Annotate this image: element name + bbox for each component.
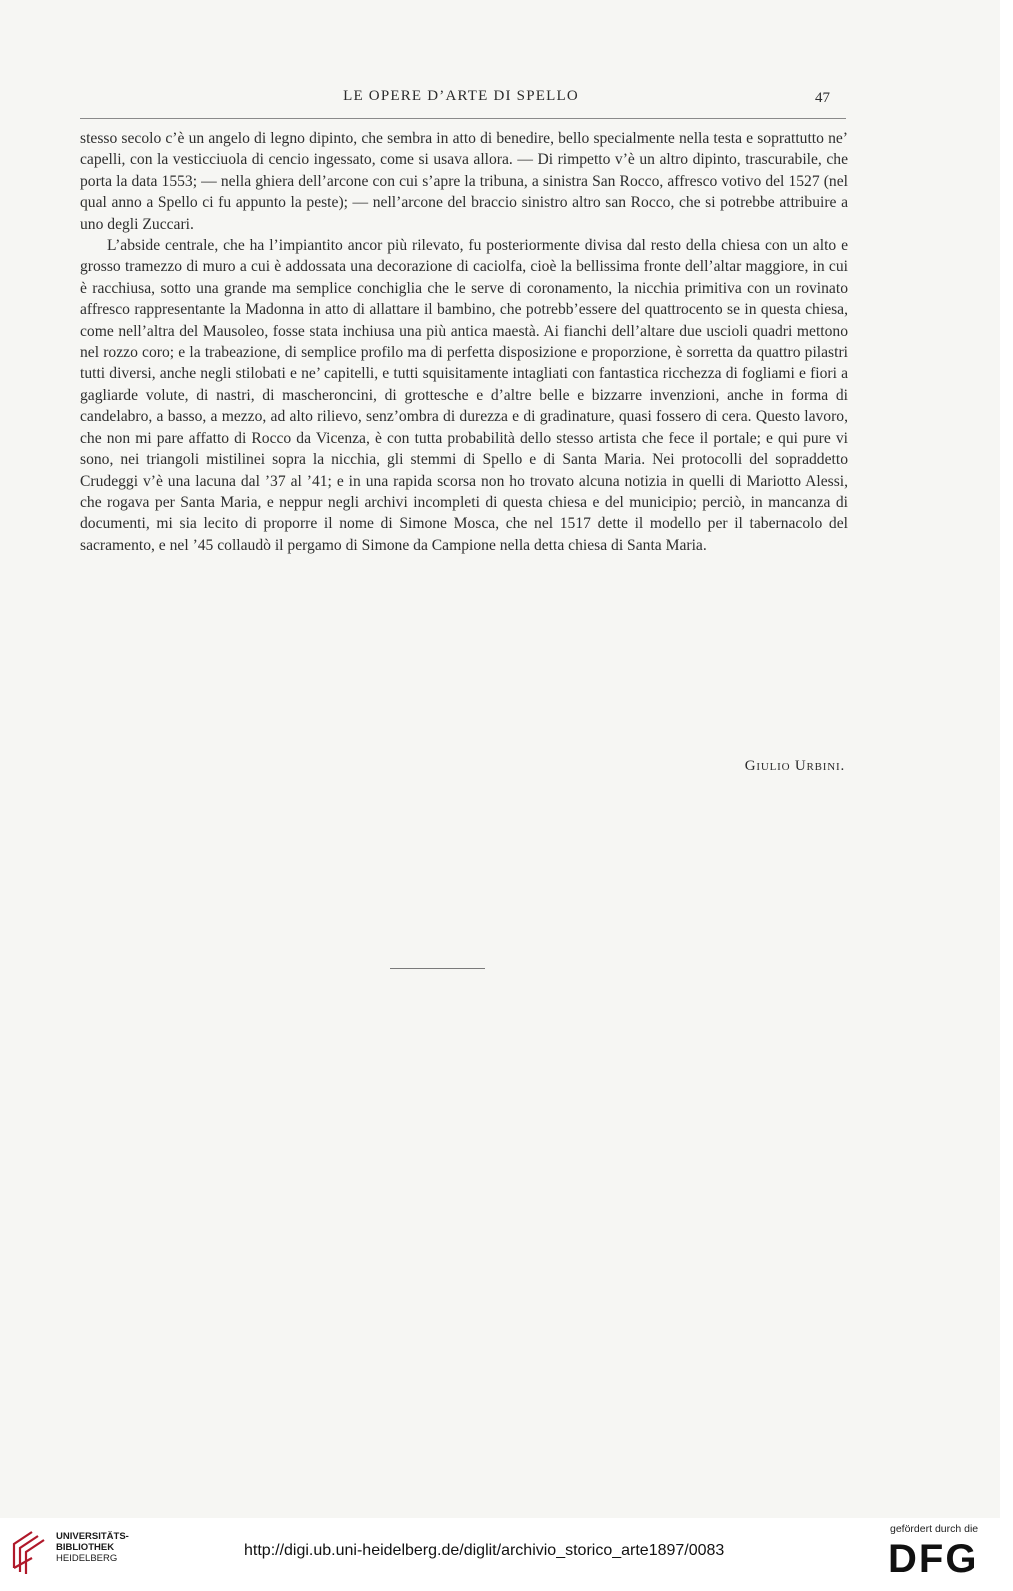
library-name-line-1: UNIVERSITÄTS- xyxy=(56,1531,129,1542)
permalink-url[interactable]: http://digi.ub.uni-heidelberg.de/diglit/archivio_storico_arte1897/0083 xyxy=(244,1542,725,1559)
header-rule xyxy=(80,118,846,119)
running-header-title: LE OPERE D’ARTE DI SPELLO xyxy=(343,88,579,104)
university-library-logo-icon xyxy=(10,1528,50,1576)
dfg-logo: DFG xyxy=(888,1537,979,1581)
paragraph-1: stesso secolo c’è un angelo di legno dipinto, che sembra in atto di benedire, bello specialmente nella testa e soprattutto ne’ capelli, con la vesticciuola di cencio ingessato, come si usava allora. — Di rimpetto v’è un altro dipinto, trascurabile, che porta la data 1553; — nella ghiera dell’arcone con cui s’apre la tribuna, a sinistra San Rocco, affresco votivo del 1527 (nel qual anno a Spello ci fu appunto la peste); — nell’arcone del braccio sinistro altro san Rocco, che si potrebbe attribuire a uno degli Zuccari. xyxy=(80,130,848,233)
library-name-line-3: HEIDELBERG xyxy=(56,1553,118,1564)
author-signature: Giulio Urbini. xyxy=(744,758,845,774)
article-body xyxy=(80,128,848,556)
funding-label: gefördert durch die xyxy=(890,1523,979,1535)
paragraph-2: L’abside centrale, che ha l’impiantito ancor più rilevato, fu posteriormente divisa dal resto della chiesa con un alto e grosso tramezzo di muro a cui è addossata una decorazione di caciolfa, cioè la bellissima fronte dell’altar maggiore, in cui è racchiusa, sotto una grande ma semplice conchiglia che le serve di coronamento, la nicchia primitiva con un rovinato affresco rappresentante la Madonna in atto di allattare il bambino, che potrebb’essere del quattrocento se in questa chiesa, come nell’altra del Mausoleo, fosse stata inchiusa una più antica maestà. Ai fianchi dell’altare due uscioli quadri mettono nel rozzo coro; e la trabeazione, di semplice profilo ma di perfetta disposizione e proporzione, è sorretta da quattro pilastri tutti diversi, anche negli stilobati e ne’ capitelli, e tutti squisitamente intagliati con fantastica ricchezza di fogliami e fiori a gagliarde volute, di nastri, di mascheroncini, di grottesche e d’altre belle e bizzarre invenzioni, anche in forma di candelabro, a basso, a mezzo, ad alto rilievo, senz’ombra di durezza e di gradinature, quasi fossero di cera. Questo lavoro, che non mi pare affatto di Rocco da Vicenza, è con tutta probabilità dello stesso artista che fece il portale; e qui pure vi sono, nei triangoli mistilinei sopra la nicchia, gli stemmi di Spello e di Santa Maria. Nei protocolli del sopraddetto Crudeggi v’è una lacuna dal ’37 al ’41; e in una rapida scorsa non ho trovato alcuna notizia in quelli di Mariotto Alessi, che rogava per Santa Maria, e neppur negli archivi incompleti di questa chiesa e del municipio; perciò, in mancanza di documenti, mi sia lecito di proporre il nome di Simone Mosca, che nel 1517 dette il modello per il tabernacolo del sacramento, e nel ’45 collaudò il pergamo di Simone da Campione nella detta chiesa di Santa Maria. xyxy=(80,237,848,554)
end-of-article-rule xyxy=(390,968,485,969)
page-number: 47 xyxy=(815,90,830,106)
library-name-line-2: BIBLIOTHEK xyxy=(56,1542,115,1553)
library-name xyxy=(56,1531,129,1564)
